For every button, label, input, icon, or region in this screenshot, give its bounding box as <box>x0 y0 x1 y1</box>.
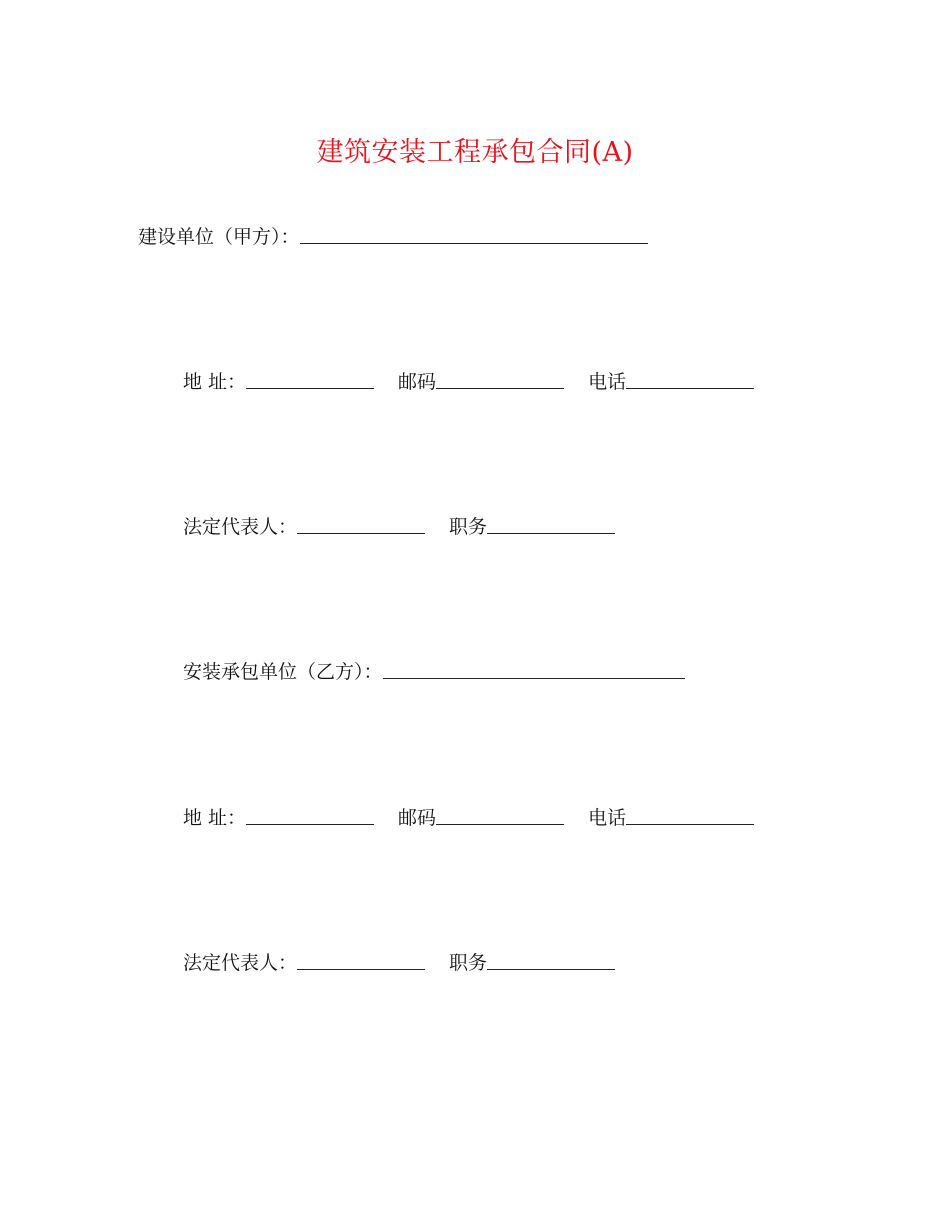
party-b-unit-blank[interactable] <box>383 677 685 679</box>
party-b-phone-label: 电话 <box>588 807 627 829</box>
party-b-postcode-label: 邮码 <box>398 807 437 829</box>
party-a-phone-blank[interactable] <box>626 387 754 389</box>
party-b-position-label: 职务 <box>449 952 488 974</box>
party-a-unit-blank[interactable] <box>300 242 648 244</box>
party-b-contact-line <box>183 803 754 830</box>
party-a-phone-label: 电话 <box>588 371 627 393</box>
party-a-rep-line <box>183 512 615 539</box>
party-a-position-blank[interactable] <box>487 532 615 534</box>
party-a-rep-label: 法定代表人： <box>183 516 298 538</box>
party-b-unit-line <box>183 657 685 684</box>
party-b-address-blank[interactable] <box>246 823 374 825</box>
party-a-postcode-label: 邮码 <box>398 371 437 393</box>
party-a-address-blank[interactable] <box>246 387 374 389</box>
party-a-postcode-blank[interactable] <box>436 387 564 389</box>
party-a-rep-blank[interactable] <box>297 532 425 534</box>
party-b-postcode-blank[interactable] <box>436 823 564 825</box>
party-a-unit-label: 建设单位（甲方）： <box>138 226 300 248</box>
party-b-rep-blank[interactable] <box>297 968 425 970</box>
party-b-rep-label: 法定代表人： <box>183 952 298 974</box>
party-b-phone-blank[interactable] <box>626 823 754 825</box>
party-a-contact-line <box>183 367 754 394</box>
party-b-unit-label: 安装承包单位（乙方）： <box>183 661 383 683</box>
party-b-position-blank[interactable] <box>487 968 615 970</box>
party-a-unit-line <box>138 222 648 249</box>
document-title: 建筑安装工程承包合同(A) <box>316 137 634 168</box>
party-b-rep-line <box>183 948 615 975</box>
party-a-position-label: 职务 <box>449 516 488 538</box>
party-b-address-label: 地 址： <box>183 807 247 829</box>
party-a-address-label: 地 址： <box>183 371 247 393</box>
